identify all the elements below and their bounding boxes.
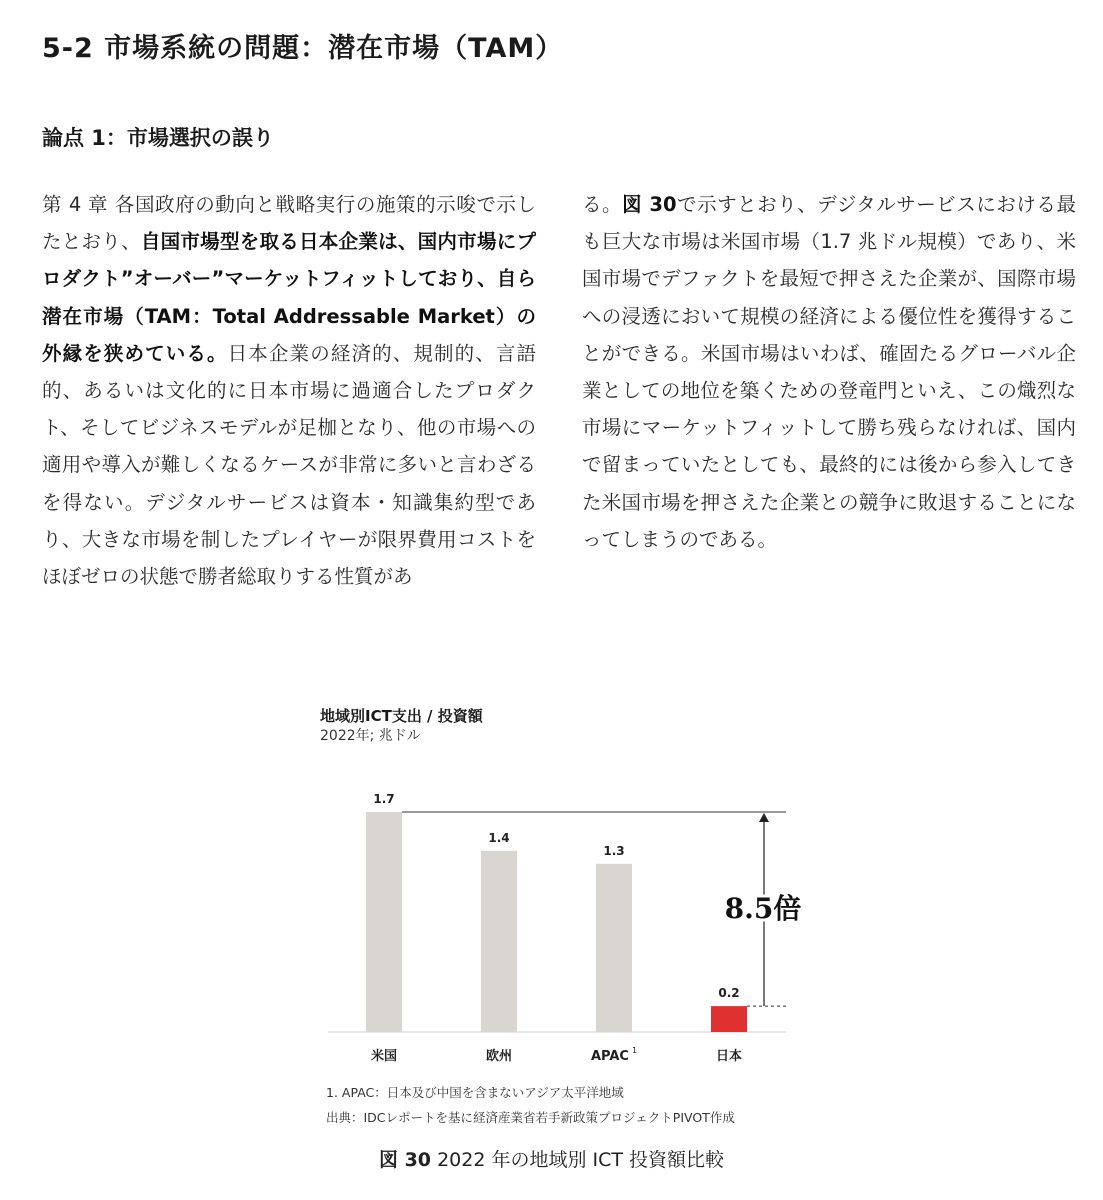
chart-source: 出典：IDCレポートを基に経済産業省若手新政策プロジェクトPIVOT作成 bbox=[326, 1110, 735, 1125]
data-label-2: 1.3 bbox=[603, 843, 625, 858]
right-paragraph-lead: る。 bbox=[582, 193, 623, 216]
category-label-1: 欧州 bbox=[485, 1049, 513, 1064]
data-label-1: 1.4 bbox=[488, 830, 510, 845]
chart-subtitle: 2022年; 兆ドル bbox=[320, 728, 421, 744]
figure-reference: 図 30 bbox=[622, 193, 677, 216]
chart-title: 地域別ICT支出 / 投資額 bbox=[320, 707, 483, 725]
figure-caption-text: 2022 年の地域別 ICT 投資額比較 bbox=[431, 1149, 725, 1171]
subsection-title: 論点 1：市場選択の誤り bbox=[42, 126, 274, 150]
figure-caption-label: 図 30 bbox=[378, 1149, 432, 1171]
category-label-0: 米国 bbox=[370, 1049, 398, 1064]
figure-caption bbox=[0, 1145, 1103, 1172]
left-paragraph-intro: 第 4 章 各国政府の動向と戦略実行の施策的示唆で示したとおり、 bbox=[42, 193, 536, 254]
left-paragraph-emphasis: 自国市場型を取る日本企業は、国内市場にプロダクト”オーバー”マーケットフィットしており、自ら潜在市場（TAM：Total Addressable Market）の外縁を狭めている。 bbox=[42, 230, 536, 365]
section-title: 5-2 市場系統の問題：潜在市場（TAM） bbox=[42, 33, 564, 64]
left-paragraph-body: 日本企業の経済的、規制的、言語的、あるいは文化的に日本市場に過適合したプロダクト、そしてビジネスモデルが足枷となり、他の市場への適用や導入が難しくなるケースが非常に多いと言わざるを得ない。デジタルサービスは資本・知識集約型であり、大きな市場を制したプレイヤーが限界費用コストをほぼゼロの状態で勝者総取りする性質があ bbox=[42, 341, 536, 589]
bar-3 bbox=[711, 1006, 747, 1032]
data-label-0: 1.7 bbox=[373, 792, 395, 806]
category-superscript-2: 1 bbox=[631, 1046, 638, 1055]
ratio-arrow-head bbox=[759, 813, 769, 822]
bar-1 bbox=[481, 851, 517, 1032]
category-label-2: APAC $^1$ bbox=[590, 1046, 638, 1064]
chart-footnote: 1. APAC：日本及び中国を含まないアジア太平洋地域 bbox=[326, 1085, 624, 1100]
bar-2 bbox=[596, 864, 632, 1032]
ratio-annotation: 8.5倍 bbox=[724, 892, 802, 925]
right-paragraph-body: で示すとおり、デジタルサービスにおける最も巨大な市場は米国市場（1.7 兆ドル規模）であり、米国市場でデファクトを最短で押さえた企業が、国際市場への浸透において規模の経済による優位性を獲得することができる。米国市場はいわば、確固たるグローバル企業としての地位を築くための登竜門といえ、この熾烈な市場にマーケットフィットして勝ち残らなければ、国内で留まっていたとしても、最終的には後から参入してきた米国市場を押さえた企業との競争に敗退することになってしまうのである。 bbox=[582, 193, 1076, 551]
data-label-3: 0.2 bbox=[718, 986, 740, 1001]
category-label-3: 日本 bbox=[715, 1049, 743, 1064]
bar-0 bbox=[366, 812, 402, 1032]
